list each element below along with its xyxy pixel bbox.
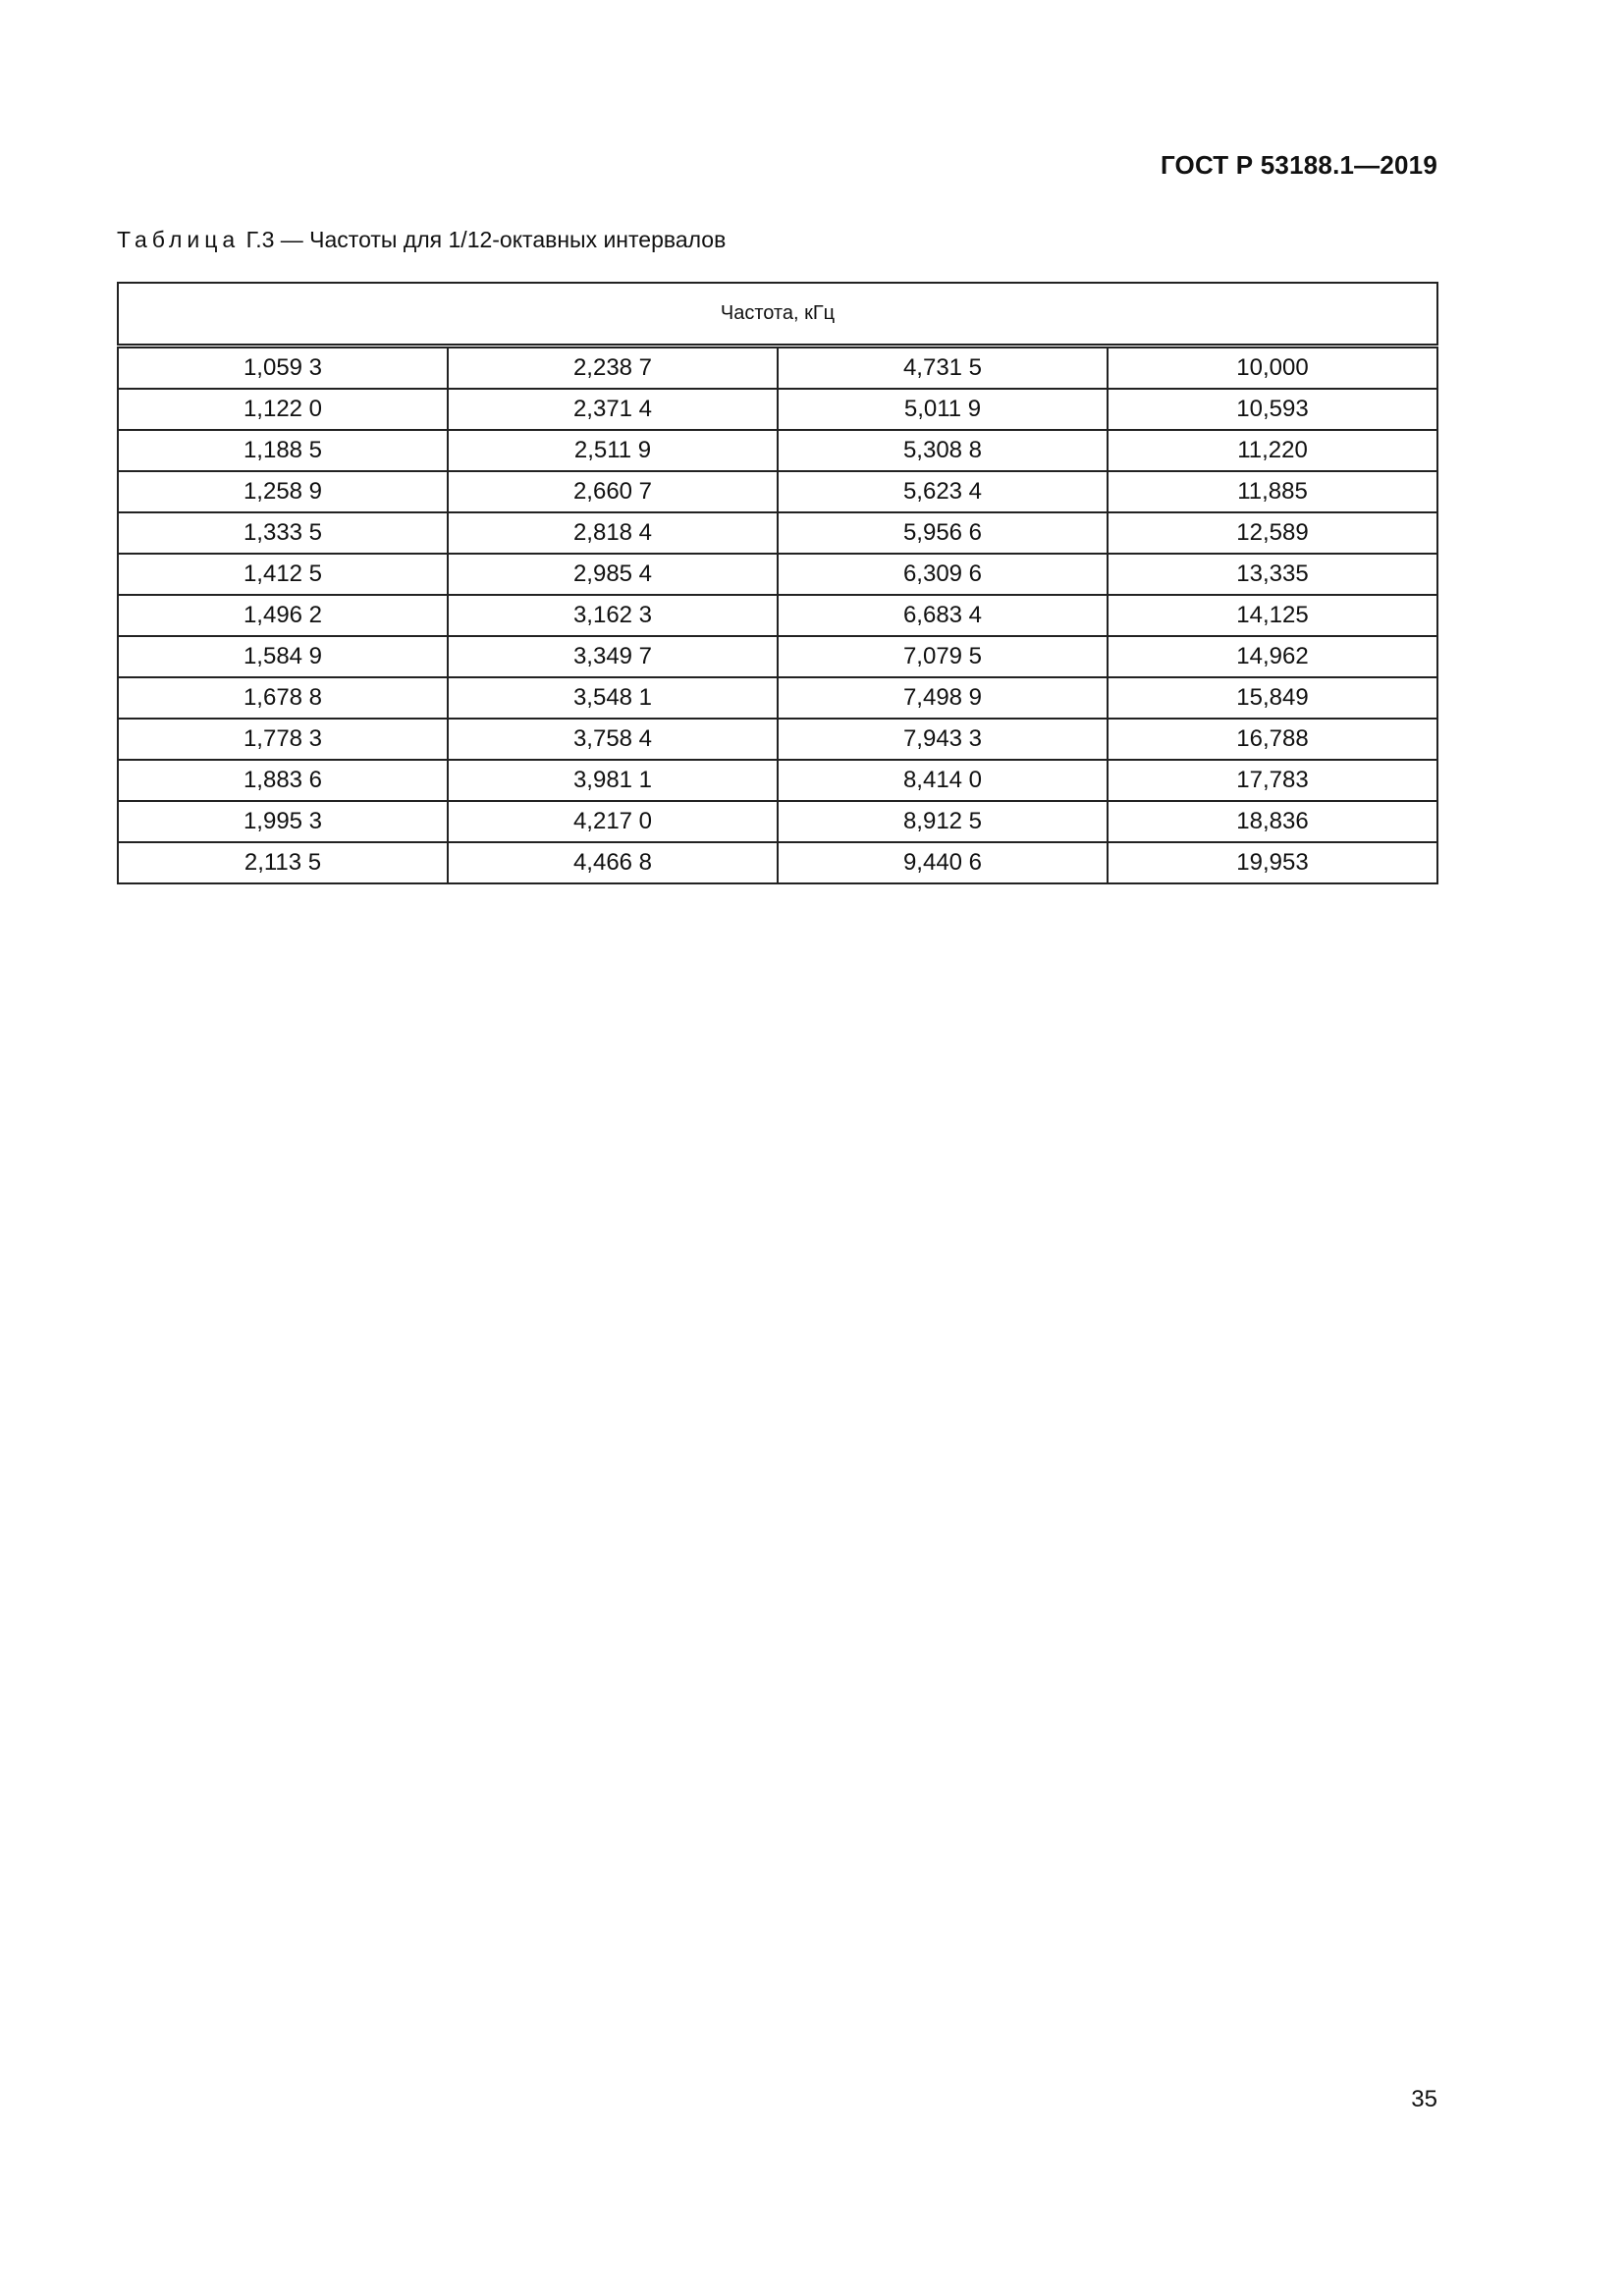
table-cell: 2,511 9: [448, 430, 778, 471]
table-cell: 5,011 9: [778, 389, 1108, 430]
table-cell: 8,414 0: [778, 760, 1108, 801]
table-cell: 6,683 4: [778, 595, 1108, 636]
table-cell: 1,584 9: [118, 636, 448, 677]
table-cell: 4,466 8: [448, 842, 778, 883]
table-cell: 18,836: [1108, 801, 1437, 842]
table-cell: 1,059 3: [118, 347, 448, 390]
table-cell: 3,981 1: [448, 760, 778, 801]
table-cell: 10,000: [1108, 347, 1437, 390]
table-caption: [117, 227, 726, 253]
table-cell: 7,943 3: [778, 719, 1108, 760]
table-cell: 1,412 5: [118, 554, 448, 595]
table-cell: 1,258 9: [118, 471, 448, 512]
table-row: [118, 801, 1437, 842]
table-cell: 2,238 7: [448, 347, 778, 390]
table-cell: 11,220: [1108, 430, 1437, 471]
table-row: [118, 636, 1437, 677]
table-header-cell: Частота, кГц: [118, 283, 1437, 347]
frequency-table-container: [117, 282, 1438, 884]
table-row: [118, 471, 1437, 512]
table-row: [118, 389, 1437, 430]
table-cell: 3,548 1: [448, 677, 778, 719]
table-cell: 3,758 4: [448, 719, 778, 760]
table-cell: 2,985 4: [448, 554, 778, 595]
table-cell: 2,113 5: [118, 842, 448, 883]
table-cell: 11,885: [1108, 471, 1437, 512]
table-cell: 2,371 4: [448, 389, 778, 430]
table-cell: 14,962: [1108, 636, 1437, 677]
table-cell: 16,788: [1108, 719, 1437, 760]
table-cell: 10,593: [1108, 389, 1437, 430]
table-cell: 2,818 4: [448, 512, 778, 554]
table-body: [118, 347, 1437, 884]
table-row: [118, 760, 1437, 801]
table-cell: 3,162 3: [448, 595, 778, 636]
table-cell: 5,308 8: [778, 430, 1108, 471]
table-cell: 19,953: [1108, 842, 1437, 883]
table-cell: 1,883 6: [118, 760, 448, 801]
table-row: [118, 512, 1437, 554]
table-row: [118, 347, 1437, 390]
table-cell: 1,496 2: [118, 595, 448, 636]
table-cell: 4,731 5: [778, 347, 1108, 390]
page-number: 35: [1411, 2086, 1437, 2112]
table-cell: 6,309 6: [778, 554, 1108, 595]
table-row: [118, 430, 1437, 471]
table-cell: 2,660 7: [448, 471, 778, 512]
table-row: [118, 595, 1437, 636]
table-cell: 1,122 0: [118, 389, 448, 430]
table-row: [118, 842, 1437, 883]
table-row: [118, 554, 1437, 595]
table-cell: 17,783: [1108, 760, 1437, 801]
table-row: [118, 719, 1437, 760]
table-row: [118, 677, 1437, 719]
table-caption-prefix: Таблица: [117, 227, 241, 252]
table-cell: 13,335: [1108, 554, 1437, 595]
table-cell: 4,217 0: [448, 801, 778, 842]
table-cell: 1,188 5: [118, 430, 448, 471]
table-cell: 7,079 5: [778, 636, 1108, 677]
table-cell: 1,678 8: [118, 677, 448, 719]
table-cell: 5,623 4: [778, 471, 1108, 512]
table-cell: 1,995 3: [118, 801, 448, 842]
table-cell: 1,778 3: [118, 719, 448, 760]
table-cell: 3,349 7: [448, 636, 778, 677]
table-cell: 8,912 5: [778, 801, 1108, 842]
table-caption-text: Г.3 — Частоты для 1/12-октавных интервалов: [245, 227, 727, 252]
table-cell: 14,125: [1108, 595, 1437, 636]
document-id: ГОСТ Р 53188.1—2019: [1160, 150, 1437, 180]
table-cell: 7,498 9: [778, 677, 1108, 719]
table-cell: 1,333 5: [118, 512, 448, 554]
table-cell: 5,956 6: [778, 512, 1108, 554]
frequency-table: [117, 282, 1438, 884]
table-cell: 15,849: [1108, 677, 1437, 719]
table-cell: 9,440 6: [778, 842, 1108, 883]
table-header-row: [118, 283, 1437, 347]
table-cell: 12,589: [1108, 512, 1437, 554]
